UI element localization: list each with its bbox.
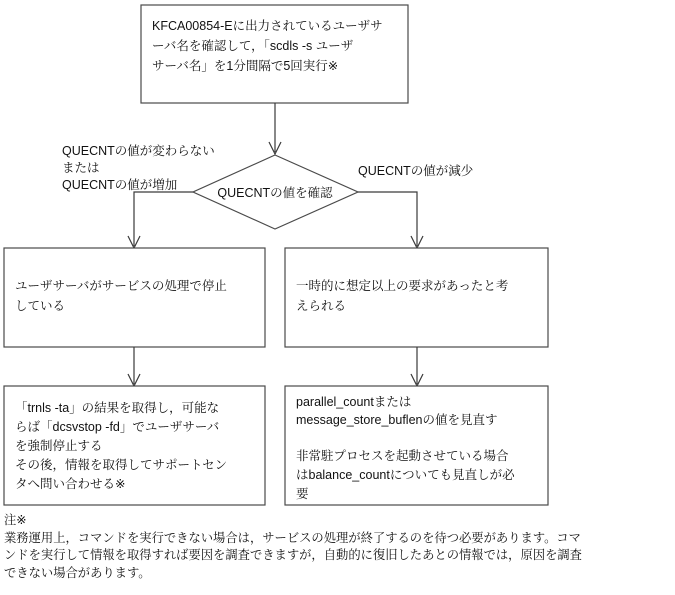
connector-decision-to-left-cause	[128, 192, 193, 248]
left-action-line-4: その後，情報を取得してサポートセン	[15, 458, 228, 472]
node-left-action	[4, 386, 265, 505]
node-right-action	[285, 386, 548, 505]
left-branch-label-line-1: QUECNTの値が変わらない	[62, 144, 215, 158]
right-action-line-6: 要	[296, 487, 309, 501]
connector-left-cause-to-left-action	[128, 347, 140, 386]
left-action-line-3: を強制停止する	[15, 439, 103, 453]
node-left-cause	[4, 248, 265, 347]
footnote-line-2: ンドを実行して情報を取得すれば要因を調査できますが，自動的に復旧したあとの情報では，原因を調査	[4, 548, 582, 563]
right-cause-line-2: えられる	[296, 299, 347, 313]
left-action-line-1: 「trnls -ta」の結果を取得し，可能な	[15, 401, 220, 415]
right-action-line-5: はbalance_countについても見直しが必	[296, 468, 515, 482]
decision-label: QUECNTの値を確認	[217, 186, 333, 200]
left-branch-label-line-2: または	[62, 161, 100, 175]
connector-right-cause-to-right-action	[411, 347, 423, 386]
edge-label-right-branch	[358, 163, 474, 178]
left-action-line-2: らば「dcsvstop -fd」でユーザサーバ	[15, 420, 220, 434]
left-cause-line-2: している	[15, 299, 66, 313]
node-start	[141, 5, 408, 103]
left-cause-box-shape	[4, 248, 265, 347]
start-box-line-3: サーバ名」を1分間隔で5回実行※	[152, 59, 339, 73]
right-action-line-4: 非常駐プロセスを起動させている場合	[296, 449, 509, 463]
right-cause-box-shape	[285, 248, 548, 347]
left-branch-label-line-3: QUECNTの値が増加	[62, 178, 178, 192]
right-branch-label-line-1: QUECNTの値が減少	[358, 164, 474, 178]
connector-decision-to-right-cause	[358, 192, 423, 248]
node-decision	[193, 155, 358, 229]
right-action-line-2: message_store_buflenの値を見直す	[296, 413, 498, 427]
connector-start-to-decision	[269, 103, 281, 154]
footnote-block	[4, 512, 670, 582]
left-action-line-5: タへ問い合わせる※	[15, 477, 126, 491]
connector-line	[134, 192, 193, 246]
right-cause-line-1: 一時的に想定以上の要求があったと考	[296, 279, 509, 293]
node-right-cause	[285, 248, 548, 347]
footnote-line-3: できない場合があります。	[4, 565, 151, 580]
left-cause-line-1: ユーザサーバがサービスの処理で停止	[15, 279, 227, 293]
footnote-label: 注※	[4, 513, 27, 527]
right-action-line-1: parallel_countまたは	[296, 395, 412, 409]
edge-label-left-branch	[62, 143, 215, 192]
footnote-line-1: 業務運用上，コマンドを実行できない場合は，サービスの処理が終了するのを待つ必要があります。コマ	[4, 530, 581, 545]
start-box-line-1: KFCA00854-Eに出力されているユーザサ	[152, 19, 383, 33]
connector-line	[358, 192, 417, 246]
start-box-line-2: ーバ名を確認して，「scdls -s ユーザ	[152, 39, 354, 53]
